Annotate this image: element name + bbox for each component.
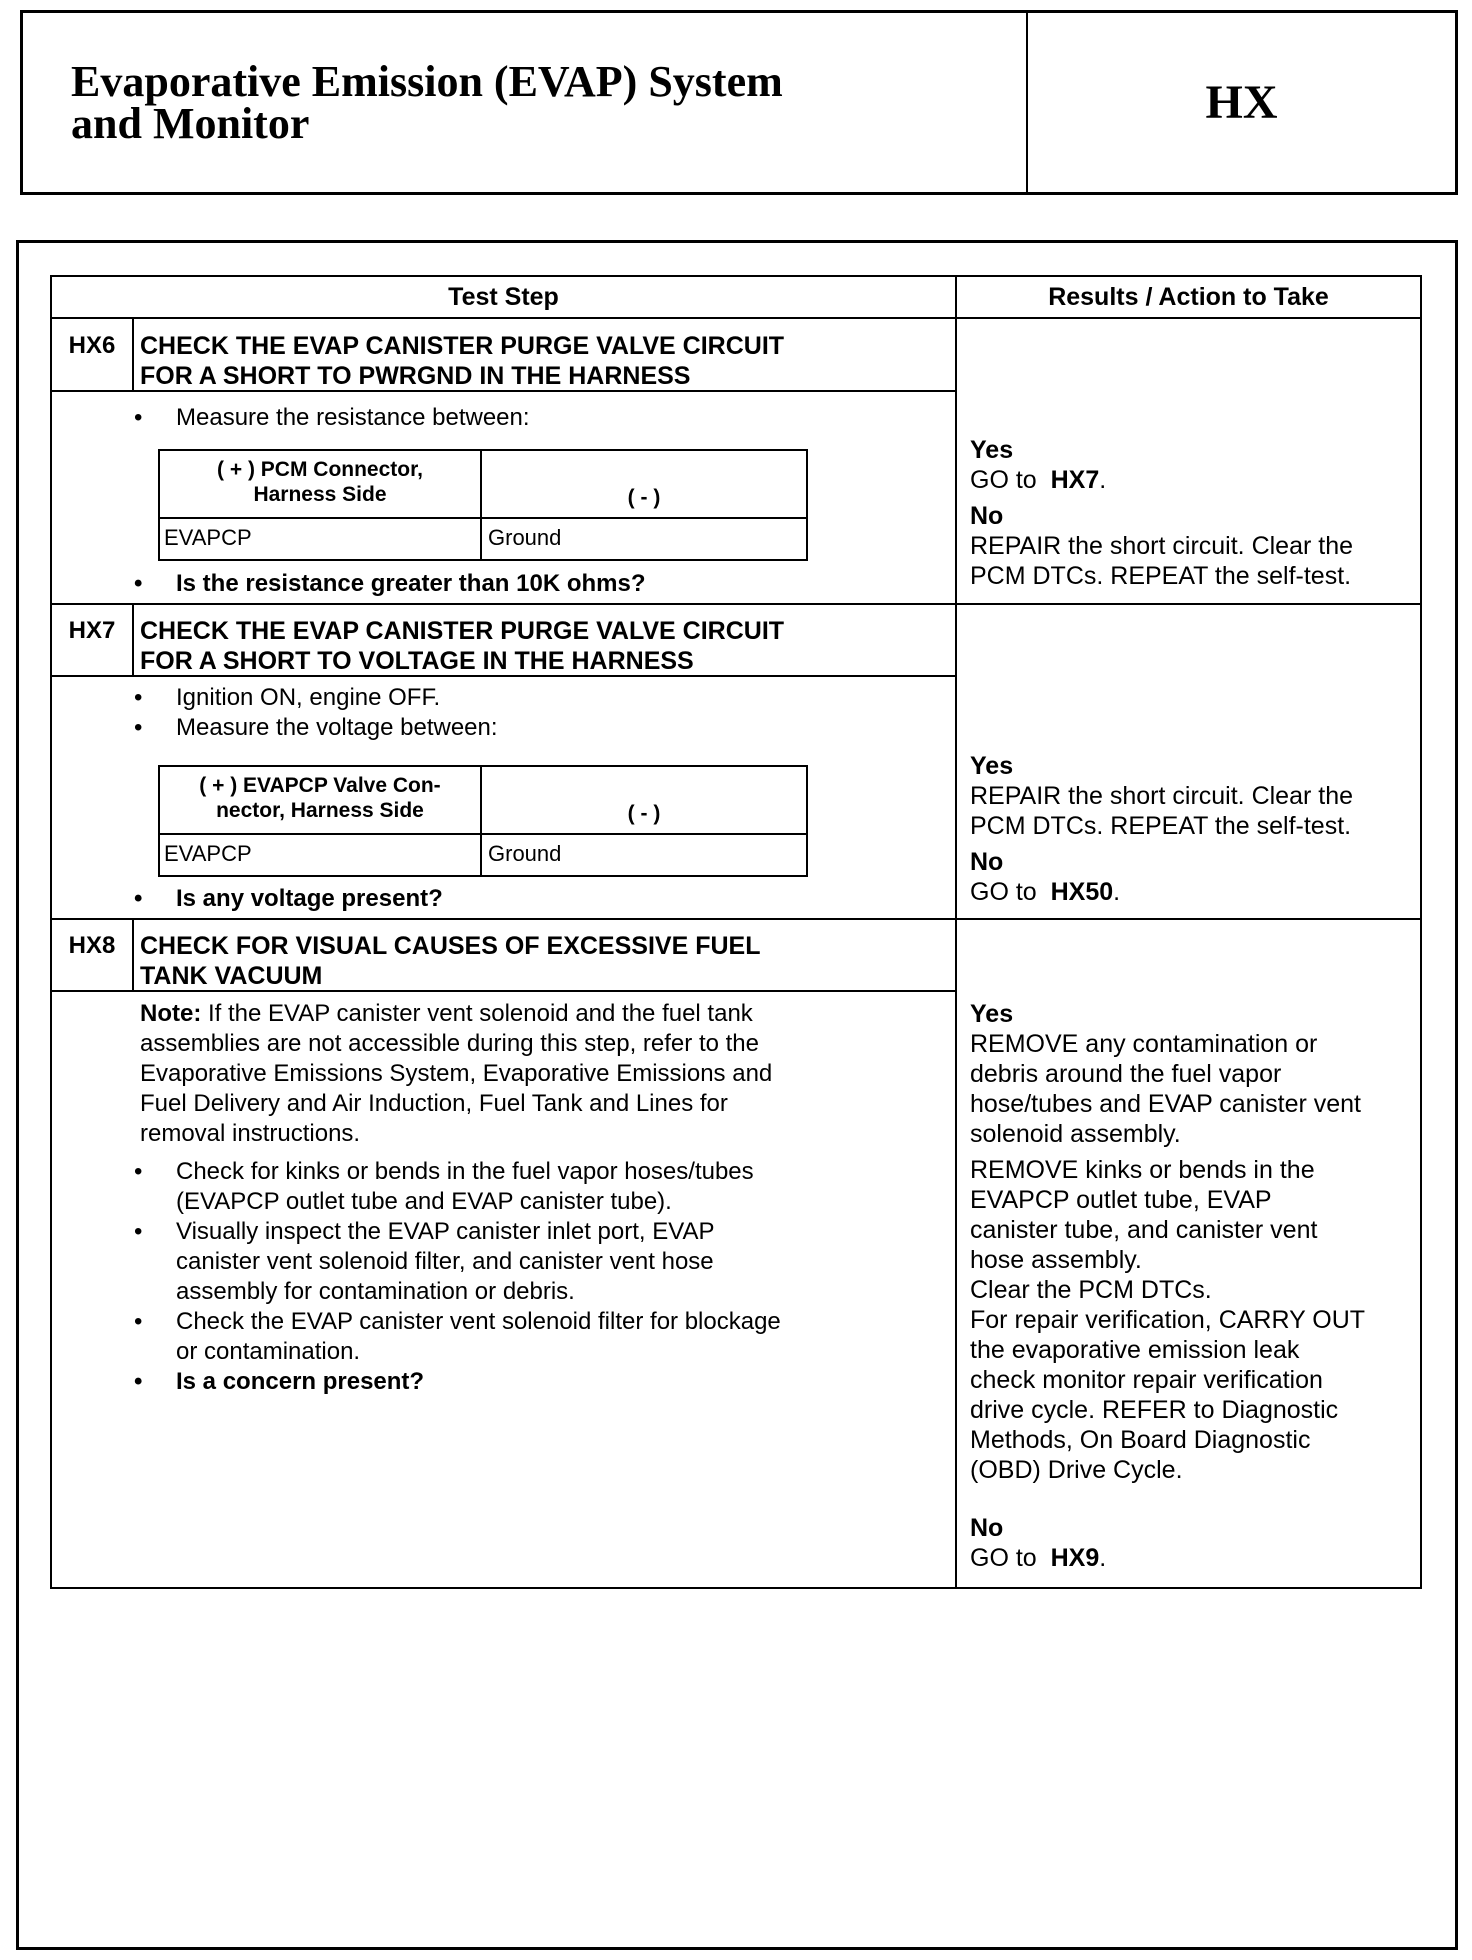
result-yes-action: REMOVE any contamination or debris around the fuel vapor hose/tubes and EVAP canister vent solenoid assembly. [970, 1030, 1361, 1148]
step-results [970, 435, 1420, 591]
measurement-cell-plus: EVAPCP [164, 525, 252, 550]
column-header-test-step: Test Step [448, 282, 559, 311]
measurement-col-divider [480, 451, 482, 559]
measurement-col-divider [480, 767, 482, 875]
result-yes-action: PCM DTCs. REPEAT the self-test. [970, 812, 1352, 840]
result-yes-action: REMOVE kinks or bends in the EVAPCP outlet tube, EVAP canister tube, and canister vent hose assembly. Clear the PCM DTCs. For repair verification, CARRY OUT the evaporative emission leak check monitor repair verification drive cycle. REFER to Diagnostic Methods, On Board Diagnostic (OBD) Drive Cycle. [970, 1156, 1366, 1484]
step-title [140, 331, 940, 391]
bullet-icon: • [134, 885, 143, 912]
result-yes-label: Yes [970, 752, 1014, 780]
result-yes-label: Yes [970, 1000, 1014, 1028]
step-title-line: FOR A SHORT TO PWRGND IN THE HARNESS [140, 362, 691, 390]
page-header [20, 10, 1458, 195]
step-title-rule [52, 990, 955, 992]
goto-link[interactable]: HX7 [1050, 466, 1100, 494]
measurement-header-minus: ( - ) [627, 802, 661, 825]
step-id-divider [132, 605, 134, 677]
measurement-header-plus: ( + ) PCM Connector, Harness Side [217, 458, 423, 506]
bullet-icon: • [134, 714, 143, 741]
bullet-icon: • [134, 684, 143, 711]
bullet-icon: • [134, 1218, 143, 1245]
bullet-icon: • [134, 1368, 143, 1395]
result-no-action: REPAIR the short circuit. Clear the [970, 532, 1354, 560]
result-no-action: GO to HX50. [970, 878, 1121, 906]
page-title [71, 57, 971, 148]
measurement-cell-plus: EVAPCP [164, 841, 252, 866]
test-step-table: Test Step Results / Action to Take HX6 CHECK THE EVAP CANISTER PURGE VALVE CIRCUIT FOR A SHORT TO PWRGND IN THE HARNESS • Measure the resistance between: ( + ) PCM Connector, Harness Side ( - ) EVAPCP Ground • Is the resistance greater than 10K ohms? Yes GO to HX7. No REPAIR the short circuit. Clear the PCM DTCs. REPEAT the self-test. HX7 CHECK THE EVAP CANISTER PURGE VALVE CIRCUIT FOR A SHORT TO VOLTAGE IN THE HARNESS • Ignition ON, engine OFF. • Measure the voltage between: ( + ) EVAPCP Valve Con- nector, Harness Side ( - ) EVAPCP Ground • Is any voltage present? Yes REPAIR the short circuit. Clear the PCM DTCs. REPEAT the self-test. No GO to HX50. HX8 CHECK FOR VISUAL CAUSES OF EXCESSIVE FUEL TANK VACUUM Note: If the EVAP canister vent solenoid and the fuel tank assemblies are not accessible during this step, refer to the Evaporative Emissions System, Evaporative Emissions and Fuel Delivery and Air Induction, Fuel Tank and Lines for removal instructions. • Check for kinks or bends in the fuel vapor hoses/tubes (EVAPCP outlet tube and EVAP canister tube). • Visually inspect the EVAP canister inlet port, EVAP canister vent solenoid filter, and canister vent hose assembly for contamination or debris. • Check the EVAP canister vent solenoid filter for blockage or contamination. • Is a concern present? Yes REMOVE any contamination or debris around the fuel vapor hose/tubes and EVAP canister vent solenoid assembly. REMOVE kinks or bends in the EVAPCP outlet tube, EVAP canister tube, and canister vent hose assembly. Clear the PCM DTCs. For repair verification, CARRY OUT the evaporative emission leak check monitor repair verification drive cycle. REFER to Diagnostic Methods, On Board Diagnostic (OBD) Drive Cycle. No GO to HX9. [50, 275, 1422, 1589]
step-title-line: CHECK THE EVAP CANISTER PURGE VALVE CIRCUIT [140, 332, 785, 360]
step-title-line: FOR A SHORT TO VOLTAGE IN THE HARNESS [140, 647, 694, 675]
step-results [970, 999, 1420, 1573]
measurement-cell-minus: Ground [488, 841, 562, 866]
section-code: HX [1205, 76, 1278, 129]
measurement-row-rule [160, 517, 806, 519]
step-results [970, 751, 1420, 907]
result-no-action: GO to HX9. [970, 1544, 1107, 1572]
bullet-icon: • [134, 404, 143, 431]
measurement-header-minus: ( - ) [627, 486, 661, 509]
step-separator [52, 918, 1420, 920]
step-id: HX6 [68, 332, 116, 359]
step-id: HX8 [68, 932, 116, 959]
step-title [140, 931, 940, 991]
step-title-rule [52, 675, 955, 677]
measurement-table [158, 449, 808, 561]
result-yes-label: Yes [970, 436, 1014, 464]
bullet-icon: • [134, 1308, 143, 1335]
bullet-icon: • [134, 1158, 143, 1185]
result-no-label: No [970, 502, 1004, 530]
page-title-line1: Evaporative Emission (EVAP) System [71, 57, 783, 106]
goto-link[interactable]: HX50 [1050, 878, 1114, 906]
step-title-rule [52, 390, 955, 392]
step-id-divider [132, 920, 134, 992]
measurement-row-rule [160, 833, 806, 835]
result-no-label: No [970, 1514, 1004, 1542]
step-title-line: CHECK THE EVAP CANISTER PURGE VALVE CIRCUIT [140, 617, 785, 645]
measurement-table [158, 765, 808, 877]
step-title-line: CHECK FOR VISUAL CAUSES OF EXCESSIVE FUEL [140, 932, 761, 960]
column-header-results: Results / Action to Take [1048, 282, 1329, 311]
bullet-icon: • [134, 570, 143, 597]
result-yes-action: GO to HX7. [970, 466, 1107, 494]
note-label: Note: [140, 1000, 202, 1027]
page-title-line2: and Monitor [71, 99, 310, 148]
goto-link[interactable]: HX9 [1050, 1544, 1100, 1572]
measurement-cell-minus: Ground [488, 525, 562, 550]
header-rule [52, 317, 1420, 319]
measurement-header-plus: ( + ) EVAPCP Valve Con- nector, Harness Side [199, 774, 441, 822]
result-no-action: PCM DTCs. REPEAT the self-test. [970, 562, 1352, 590]
result-yes-action: REPAIR the short circuit. Clear the [970, 782, 1354, 810]
step-separator [52, 603, 1420, 605]
step-title [140, 616, 940, 676]
column-divider [955, 277, 957, 1587]
step-id: HX7 [68, 617, 116, 644]
result-no-label: No [970, 848, 1004, 876]
step-id-divider [132, 319, 134, 391]
step-title-line: TANK VACUUM [140, 962, 323, 990]
step-note: Note: If the EVAP canister vent solenoid and the fuel tank assemblies are not accessible during this step, refer to the Evaporative Emissions System, Evaporative Emissions and Fuel Delivery and Air Induction, Fuel Tank and Lines for removal instructions. [140, 1000, 773, 1147]
